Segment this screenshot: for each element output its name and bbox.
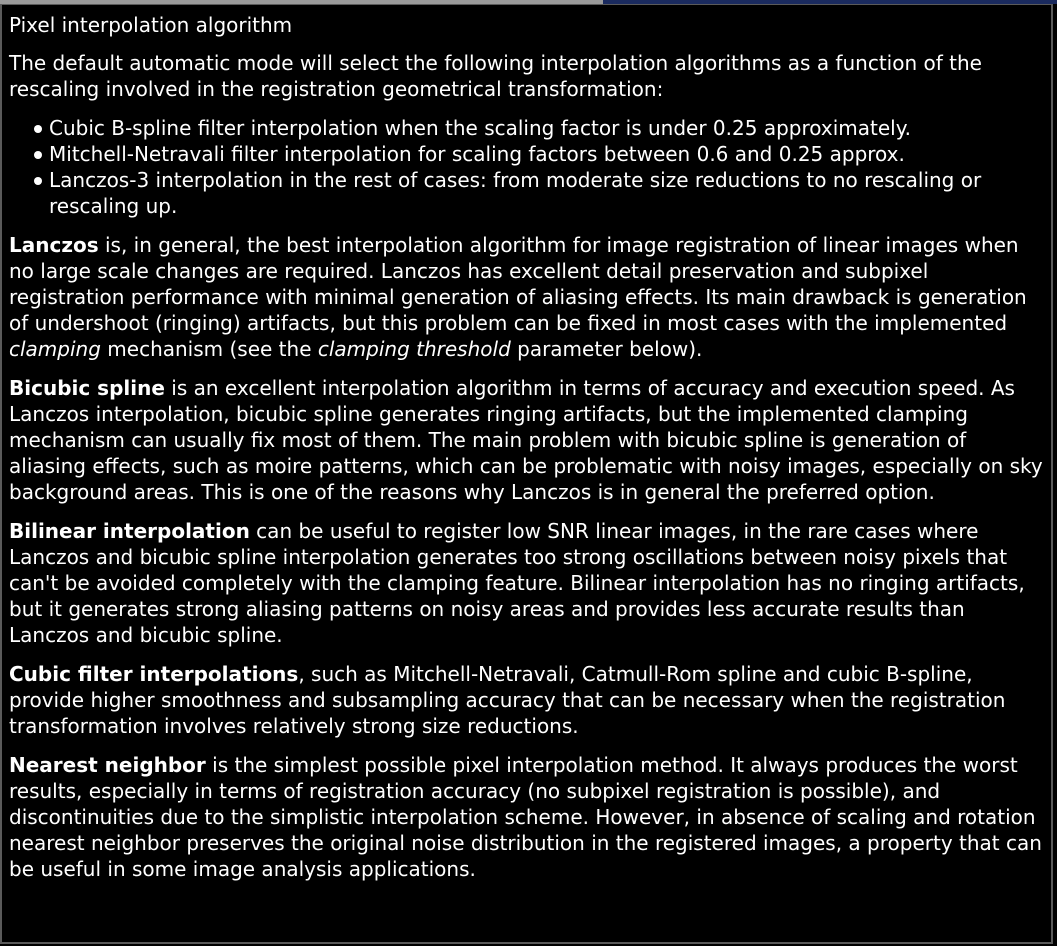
bicubic-paragraph xyxy=(9,375,1045,505)
tooltip-title: Pixel interpolation algorithm xyxy=(9,13,293,37)
bilinear-text: can be useful to register low SNR linear images, in the rare cases where Lanczos and bicubic spline interpolation generates too strong oscillations between noisy pixels that can't be avoided completely with the clamping feature. Bilinear interpolation has no ringing artifacts, but it generates strong aliasing patterns on noisy areas and provides less accurate results than Lanczos and bicubic spline. xyxy=(9,519,1025,647)
intro-paragraph: The default automatic mode will select the following interpolation algorithms as a function of the rescaling involved in the registration geometrical transformation: xyxy=(9,51,982,101)
lanczos-paragraph xyxy=(9,232,1045,362)
cubic-filter-term: Cubic filter interpolations xyxy=(9,662,299,686)
clamping-emphasis: clamping xyxy=(9,337,101,361)
lanczos-term: Lanczos xyxy=(9,233,99,257)
list-item-mitchell-netravali: Mitchell-Netravali filter interpolation for scaling factors between 0.6 and 0.25 approx. xyxy=(49,141,1045,167)
list-item-cubic-bspline: Cubic B-spline filter interpolation when the scaling factor is under 0.25 approximately. xyxy=(49,115,1045,141)
nearest-neighbor-text: is the simplest possible pixel interpolation method. It always produces the worst results, especially in terms of registration accuracy (no subpixel registration is possible), and discontinuities due to the simplistic interpolation scheme. However, in absence of scaling and rotation nearest neighbor preserves the original noise distribution in the registered images, a property that can be useful in some image analysis applications. xyxy=(9,753,1042,881)
lanczos-text-b: mechanism (see the xyxy=(100,337,318,361)
bicubic-text: is an excellent interpolation algorithm in terms of accuracy and execution speed. As Lanczos interpolation, bicubic spline generates ringing artifacts, but the implemented clamping mechanism can usually fix most of them. The main problem with bicubic spline is generation of aliasing effects, such as moire patterns, which can be problematic with noisy images, especially on sky background areas. This is one of the reasons why Lanczos is in general the preferred option. xyxy=(9,376,1043,504)
lanczos-text-a: is, in general, the best interpolation algorithm for image registration of linear images when no large scale changes are required. Lanczos has excellent detail preservation and subpixel registration performance with minimal generation of aliasing effects. Its main drawback is generation of undershoot (ringing) artifacts, but this problem can be fixed in most cases with the implemented xyxy=(9,233,1027,335)
bilinear-paragraph xyxy=(9,518,1045,648)
help-tooltip xyxy=(0,4,1053,944)
auto-mode-list xyxy=(9,115,1045,219)
cubic-filter-paragraph xyxy=(9,661,1045,739)
cubic-filter-text: , such as Mitchell-Netravali, Catmull-Rom spline and cubic B-spline, provide higher smoothness and subsampling accuracy that can be necessary when the registration transformation involves relatively strong size reductions. xyxy=(9,662,1006,738)
nearest-neighbor-paragraph xyxy=(9,752,1045,882)
bicubic-term: Bicubic spline xyxy=(9,376,165,400)
nearest-neighbor-term: Nearest neighbor xyxy=(9,753,206,777)
clamping-threshold-emphasis: clamping threshold xyxy=(317,337,511,361)
bilinear-term: Bilinear interpolation xyxy=(9,519,250,543)
list-item-lanczos3: Lanczos-3 interpolation in the rest of cases: from moderate size reductions to no rescaling or rescaling up. xyxy=(49,167,1045,219)
lanczos-text-c: parameter below). xyxy=(510,337,703,361)
